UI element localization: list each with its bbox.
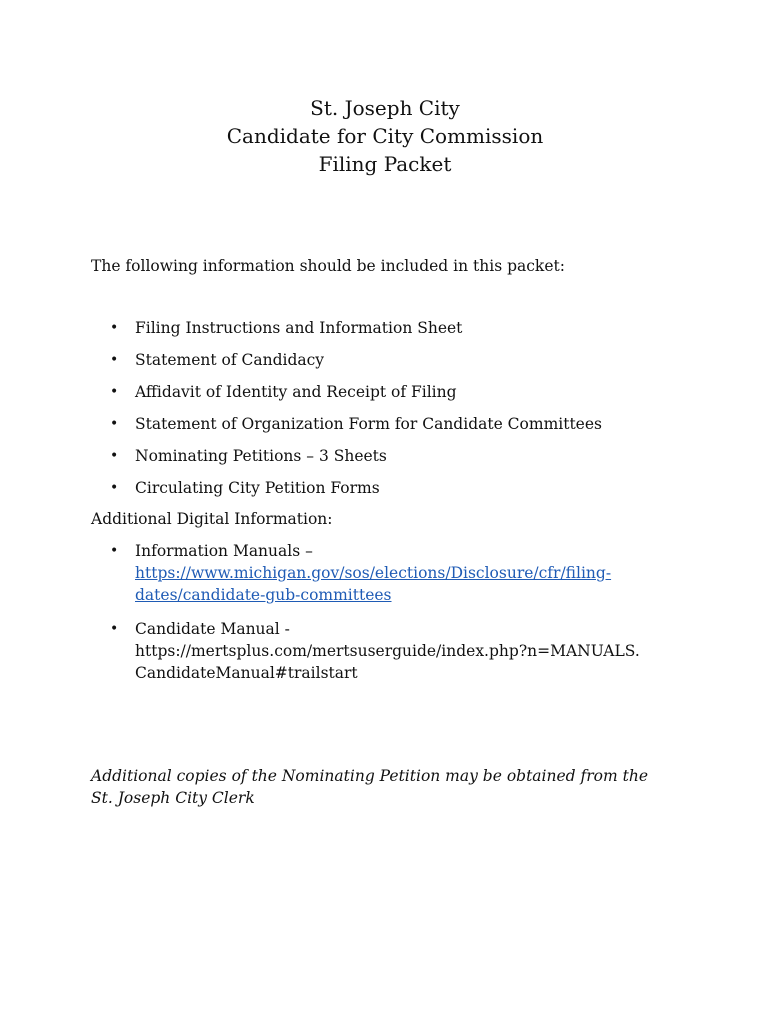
list-item-label: Statement of Candidacy	[135, 351, 325, 369]
title-city: St. Joseph City	[310, 96, 460, 120]
list-item-candidate-manual	[110, 618, 670, 688]
title-subject: Candidate for City Commission	[226, 124, 544, 148]
list-item-label: Statement of Organization Form for Candidate Committees	[135, 415, 602, 433]
bullet-icon: •	[110, 543, 119, 559]
title-packet: Filing Packet	[318, 152, 452, 176]
candidate-manual-url-line2: CandidateManual#trailstart	[135, 664, 358, 682]
bullet-icon: •	[110, 352, 119, 368]
list-item	[110, 445, 670, 477]
bullet-icon: •	[110, 621, 119, 637]
list-item-label: Filing Instructions and Information Sheet	[135, 319, 463, 337]
bullet-icon: •	[110, 384, 119, 400]
bullet-icon: •	[110, 448, 119, 464]
packet-contents-list	[110, 317, 670, 509]
candidate-manual-url-line1: https://mertsplus.com/mertsuserguide/index.php?n=MANUALS.	[135, 642, 640, 660]
bullet-icon: •	[110, 320, 119, 336]
list-item	[110, 349, 670, 381]
list-item	[110, 381, 670, 413]
information-manuals-link-line1[interactable]: https://www.michigan.gov/sos/elections/Disclosure/cfr/filing-	[135, 564, 612, 582]
candidate-manual-label: Candidate Manual -	[135, 620, 290, 638]
intro-text: The following information should be included in this packet:	[91, 257, 565, 275]
footer-note: Additional copies of the Nominating Petition may be obtained from the St. Joseph City Clerk	[91, 767, 649, 807]
bullet-icon: •	[110, 480, 119, 496]
list-item-label: Affidavit of Identity and Receipt of Filing	[135, 383, 457, 401]
list-item-label: Circulating City Petition Forms	[135, 479, 380, 497]
list-item	[110, 413, 670, 445]
list-item	[110, 477, 670, 509]
digital-info-list	[110, 540, 670, 688]
information-manuals-label: Information Manuals –	[135, 542, 313, 560]
list-item-information-manuals	[110, 540, 670, 618]
information-manuals-link-line2[interactable]: dates/candidate-gub-committees	[135, 586, 392, 604]
document-title	[0, 94, 770, 178]
bullet-icon: •	[110, 416, 119, 432]
list-item	[110, 317, 670, 349]
digital-info-heading: Additional Digital Information:	[91, 510, 333, 528]
list-item-label: Nominating Petitions – 3 Sheets	[135, 447, 387, 465]
